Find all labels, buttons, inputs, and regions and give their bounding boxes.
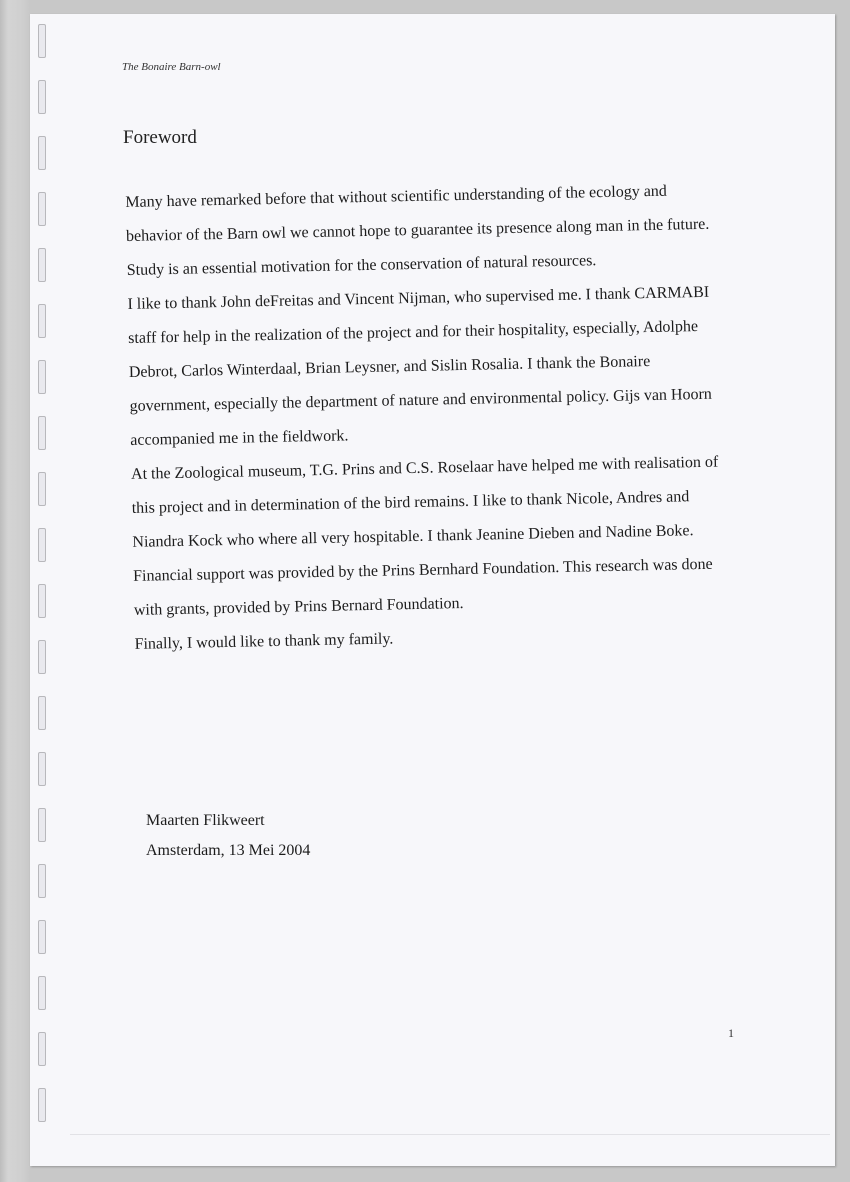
binding-hole bbox=[38, 248, 46, 282]
signature-block bbox=[146, 806, 310, 866]
binding-hole bbox=[38, 976, 46, 1010]
place-date: Amsterdam, 13 Mei 2004 bbox=[146, 842, 311, 859]
binding-hole bbox=[38, 696, 46, 730]
paragraph: Finally, I would like to thank my family. bbox=[134, 630, 394, 653]
binding-hole bbox=[38, 920, 46, 954]
binding-hole bbox=[38, 584, 46, 618]
binding-hole bbox=[38, 640, 46, 674]
paragraph: Many have remarked before that without scientific understanding of the ecology and behavior of the Barn owl we cannot hope to guarantee its presence along man in the future. Study is an essential motivation for the conservation of natural resources. bbox=[125, 182, 710, 279]
page-crease bbox=[70, 1134, 830, 1135]
binding-holes bbox=[38, 14, 48, 1166]
paragraph: I like to thank John deFreitas and Vincent Nijman, who supervised me. I thank CARMABI staff for help in the realization of the project and for their hospitality, especially, Adolphe Debrot, Carlos Winterdaal, Brian Leysner, and Sislin Rosalia. I thank the Bonaire government, especially the department of nature and environmental policy. Gijs van Hoorn accompanied me in the fieldwork. bbox=[127, 283, 713, 449]
binding-hole bbox=[38, 1088, 46, 1122]
page-number: 1 bbox=[728, 1026, 734, 1040]
binding-hole bbox=[38, 752, 46, 786]
binding-hole bbox=[38, 1032, 46, 1066]
binding-hole bbox=[38, 80, 46, 114]
binding-hole bbox=[38, 360, 46, 394]
binding-hole bbox=[38, 416, 46, 450]
paragraph: At the Zoological museum, T.G. Prins and C.S. Roselaar have helped me with realisation of this project and in determination of the bird remains. I like to thank Nicole, Andres and Niandra Kock who where all very hospitable. I thank Jeanine Dieben and Nadine Boke. bbox=[130, 453, 719, 551]
page-title: Foreword bbox=[123, 127, 197, 148]
paragraph: Financial support was provided by the Prins Bernhard Foundation. This research was done with grants, provided by Prins Bernard Foundation. bbox=[133, 555, 713, 619]
foreword-body bbox=[125, 173, 735, 661]
author-name: Maarten Flikweert bbox=[146, 812, 265, 829]
binding-hole bbox=[38, 24, 46, 58]
binding-hole bbox=[38, 864, 46, 898]
binding-hole bbox=[38, 136, 46, 170]
binding-hole bbox=[38, 304, 46, 338]
binding-hole bbox=[38, 472, 46, 506]
document-page bbox=[30, 14, 835, 1166]
binding-hole bbox=[38, 528, 46, 562]
running-head: The Bonaire Barn-owl bbox=[122, 61, 221, 73]
binding-hole bbox=[38, 808, 46, 842]
binding-hole bbox=[38, 192, 46, 226]
